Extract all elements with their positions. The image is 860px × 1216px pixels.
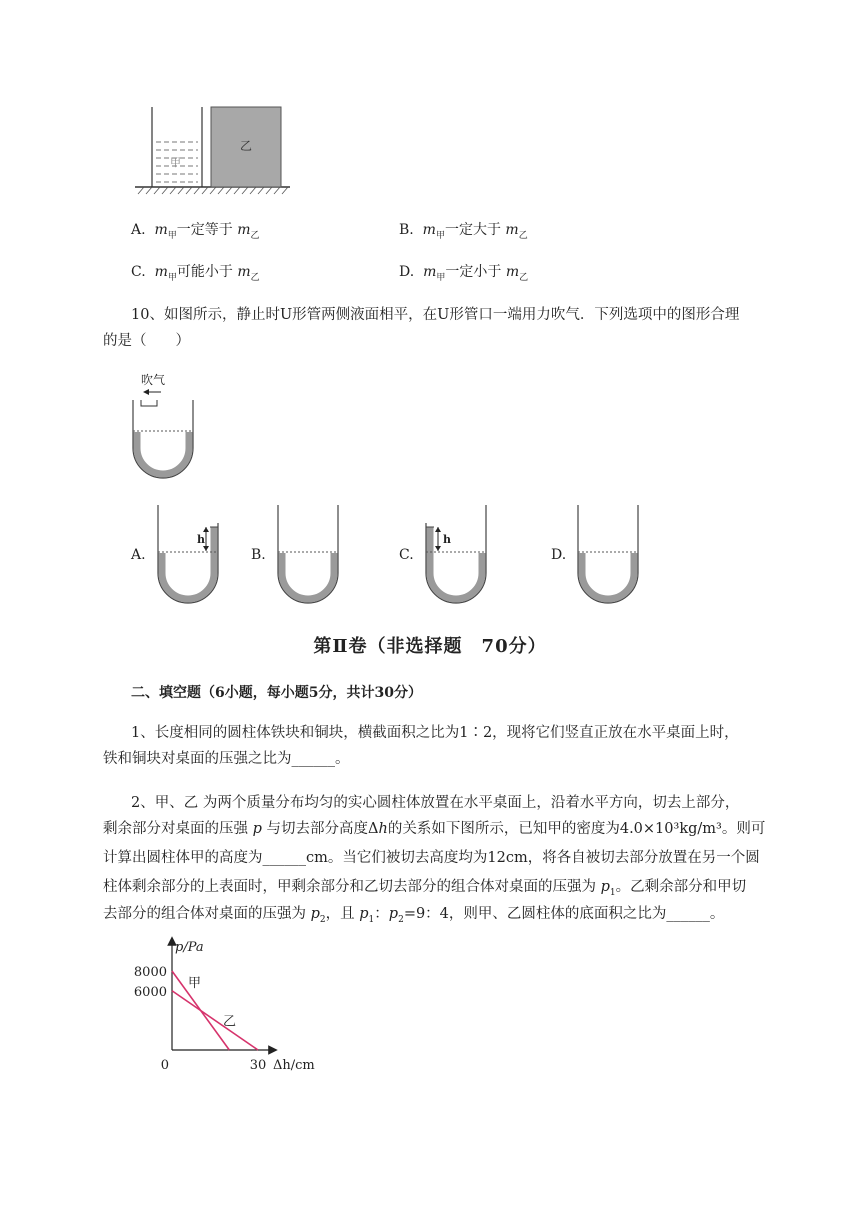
fill2-line5: 去部分的组合体对桌面的压强为 $p_2$，且 $p_1$：$p_2=9$：4，则甲、乙圆柱体的底面积之比为______。	[103, 906, 725, 925]
container-jia	[152, 107, 202, 187]
x-axis-label: Δh/cm	[273, 1058, 315, 1073]
q9-figure	[130, 100, 300, 200]
q9-option-d: D. $m_甲$一定小于 $m_乙$	[399, 264, 529, 283]
h-label: h	[197, 533, 205, 546]
q10-option-c-label: C.	[399, 547, 414, 563]
series-line-yi	[172, 991, 258, 1050]
section-heading: 二、填空题（6小题，每小题5分，共计30分）	[131, 685, 422, 701]
label-jia: 甲	[170, 156, 181, 169]
fill2-line3: 计算出圆柱体甲的高度为______cm。当它们被切去高度均为12cm，将各自被切去部分放置在另一个圆	[103, 850, 760, 866]
fill2-line1: 2、甲、乙 为两个质量分布均匀的实心圆柱体放置在水平桌面上，沿着水平方向，切去上部分，	[131, 795, 740, 811]
q10-main-utube	[125, 370, 205, 480]
series-label: 乙	[223, 1014, 237, 1030]
label-yi: 乙	[240, 139, 253, 153]
y-axis-label: p/Pa	[175, 940, 204, 955]
q9-option-b: B. $m_甲$一定大于 $m_乙$	[399, 222, 528, 241]
x-tick-label: 30	[249, 1058, 267, 1073]
q10-option-b-figure	[272, 505, 352, 615]
fill2-line4: 柱体剩余部分的上表面时，甲剩余部分和乙切去部分的组合体对桌面的压强为 $p_1$。乙剩余部分和甲切	[103, 879, 747, 898]
y-tick-label: 8000	[133, 965, 167, 980]
q9-option-a: A. $m_甲$一定等于 $m_乙$	[131, 222, 260, 241]
q10-option-b-label: B.	[251, 547, 266, 563]
q9-option-c: C. $m_甲$可能小于 $m_乙$	[131, 264, 260, 283]
series-label: 甲	[188, 975, 202, 991]
q10-option-c-figure	[420, 505, 500, 615]
fill2-line2: 剩余部分对桌面的压强 p 与切去部分高度Δh的关系如下图所示，已知甲的密度为4.0×10³kg/m³。则可	[103, 821, 766, 837]
q10-option-a-label: A.	[131, 547, 146, 563]
utube-liquid	[137, 432, 189, 474]
y-tick-label: 6000	[133, 984, 167, 1000]
fill1-line2: 铁和铜块对桌面的压强之比为______。	[103, 751, 350, 767]
q10-option-a-figure	[152, 505, 232, 615]
x-tick-label: 0	[160, 1058, 169, 1073]
q10-stem: 10、如图所示，静止时U形管两侧液面相平，在U形管口一端用力吹气．下列选项中的图形合理	[131, 307, 740, 323]
h-label: h	[443, 533, 451, 546]
pressure-chart	[125, 935, 335, 1075]
q10-option-d-label: D.	[551, 547, 567, 563]
part2-title: 第Ⅱ卷（非选择题 70分）	[313, 636, 547, 657]
fill1-line1: 1、长度相同的圆柱体铁块和铜块，横截面积之比为1∶2，现将它们竖直正放在水平桌面上时，	[131, 725, 739, 741]
q10-option-d-figure	[572, 505, 652, 615]
q10-stem-2: 的是（ ）	[103, 333, 190, 349]
arrow-head-icon	[143, 389, 149, 395]
blow-label: 吹气	[141, 373, 166, 387]
block-yi	[211, 107, 281, 187]
